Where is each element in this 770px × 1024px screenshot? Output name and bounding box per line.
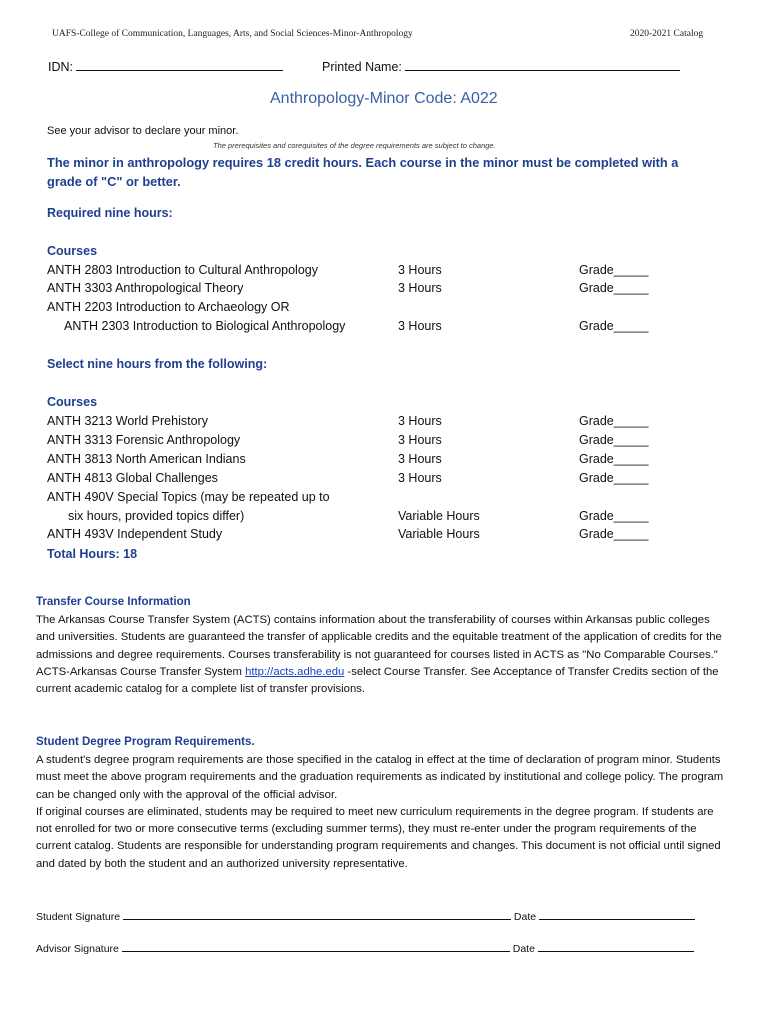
grade-field[interactable]: Grade_____ — [579, 527, 649, 541]
grade-field[interactable]: Grade_____ — [579, 414, 649, 428]
student-signature-label: Student Signature — [36, 911, 121, 923]
student-date-line[interactable] — [539, 908, 695, 920]
course-name: ANTH 3213 World Prehistory — [47, 414, 208, 428]
course-hours: Variable Hours — [398, 527, 480, 541]
course-name: ANTH 3303 Anthropological Theory — [47, 281, 244, 295]
advisor-date-line[interactable] — [538, 940, 694, 952]
course-name: ANTH 4813 Global Challenges — [47, 471, 218, 485]
grade-field[interactable]: Grade_____ — [579, 263, 649, 277]
grade-field[interactable]: Grade_____ — [579, 452, 649, 466]
student-signature-line[interactable] — [123, 908, 511, 920]
course-hours: 3 Hours — [398, 471, 442, 485]
select-courses-label: Courses — [47, 395, 98, 409]
required-courses-label: Courses — [47, 244, 98, 258]
course-name: ANTH 2803 Introduction to Cultural Anthropology — [47, 263, 318, 277]
catalog-year: 2020-2021 Catalog — [630, 29, 704, 39]
printed-name-line[interactable] — [405, 59, 680, 71]
course-hours: 3 Hours — [398, 452, 442, 466]
printed-name-field[interactable] — [322, 59, 680, 74]
transfer-text-end: -select Course Transfer. See Acceptance of Transfer Credits section of the current academic catalog for a complete list of transfer provisions. — [36, 665, 719, 696]
course-hours: 3 Hours — [398, 263, 442, 277]
transfer-paragraph — [36, 612, 731, 698]
idn-line[interactable] — [76, 59, 283, 71]
prereq-note: The prerequisites and corequisites of the degree requirements are subject to change. — [213, 141, 496, 150]
course-hours: 3 Hours — [398, 319, 442, 333]
course-name: ANTH 2203 Introduction to Archaeology OR — [47, 300, 290, 314]
advisor-date-label: Date — [512, 943, 535, 955]
requirements-paragraph — [36, 752, 731, 873]
acts-link[interactable]: http://acts.adhe.edu — [245, 665, 345, 678]
course-name: ANTH 3313 Forensic Anthropology — [47, 433, 241, 447]
select-heading: Select nine hours from the following: — [47, 357, 268, 371]
course-name: ANTH 2303 Introduction to Biological Anthropology — [64, 319, 346, 333]
course-hours: 3 Hours — [398, 433, 442, 447]
course-name: ANTH 490V Special Topics (may be repeated up to — [47, 490, 330, 504]
course-hours: Variable Hours — [398, 509, 480, 523]
total-hours: Total Hours: 18 — [47, 547, 138, 561]
grade-field[interactable]: Grade_____ — [579, 471, 649, 485]
course-hours: 3 Hours — [398, 414, 442, 428]
intro-line-2: grade of "C" or better. — [47, 174, 181, 189]
course-name: six hours, provided topics differ) — [68, 509, 245, 523]
advisor-signature-line[interactable] — [122, 940, 510, 952]
grade-field[interactable]: Grade_____ — [579, 509, 649, 523]
intro-line-1: The minor in anthropology requires 18 credit hours. Each course in the minor must be completed with a — [47, 155, 679, 170]
page-title: Anthropology-Minor Code: A022 — [270, 90, 498, 107]
grade-field[interactable]: Grade_____ — [579, 281, 649, 295]
course-name: ANTH 3813 North American Indians — [47, 452, 246, 466]
requirements-text-2: If original courses are eliminated, students may be required to meet new curriculum requirements in the degree program. If students are not enrolled for two or more consecutive terms (excluding summer terms), they must re-enter under the program requirements of the current catalog. Students are responsible for understanding program requirements and changes. This document is not official until signed and dated by both the student and an authorized university representative. — [36, 805, 721, 870]
advisor-signature-label: Advisor Signature — [36, 943, 119, 955]
printed-name-label: Printed Name: — [322, 60, 402, 74]
transfer-heading: Transfer Course Information — [36, 596, 191, 608]
course-hours: 3 Hours — [398, 281, 442, 295]
student-signature-field[interactable] — [36, 908, 695, 923]
transfer-text: The Arkansas Course Transfer System (ACTS) contains information about the transferability of courses within Arkansas public colleges and universities. Students are guaranteed the transfer of applicable credits and the equitable treatment of the application of credits for the admissions and degree requirements. Courses transferability is not guaranteed for courses listed in ACTS as "No Comparable Courses." ACTS-Arkansas Course Transfer System — [36, 614, 722, 678]
catalog-header-left: UAFS-College of Communication, Languages, Arts, and Social Sciences-Minor-Anthropology — [52, 29, 413, 39]
advisor-signature-field[interactable] — [36, 940, 694, 955]
idn-field[interactable] — [48, 59, 283, 74]
course-name: ANTH 493V Independent Study — [47, 527, 223, 541]
requirements-heading: Student Degree Program Requirements. — [36, 736, 255, 748]
requirements-text-1: A student's degree program requirements are those specified in the catalog in effect at the time of declaration of program minor. Students must meet the above program requirements and the graduation requirements as indicated by institutional and college policy. The program can be changed only with the approval of the official advisor. — [36, 754, 724, 801]
required-heading: Required nine hours: — [47, 206, 173, 220]
advisor-note: See your advisor to declare your minor. — [47, 125, 239, 137]
grade-field[interactable]: Grade_____ — [579, 319, 649, 333]
idn-label: IDN: — [48, 60, 73, 74]
grade-field[interactable]: Grade_____ — [579, 433, 649, 447]
student-date-label: Date — [513, 911, 537, 923]
